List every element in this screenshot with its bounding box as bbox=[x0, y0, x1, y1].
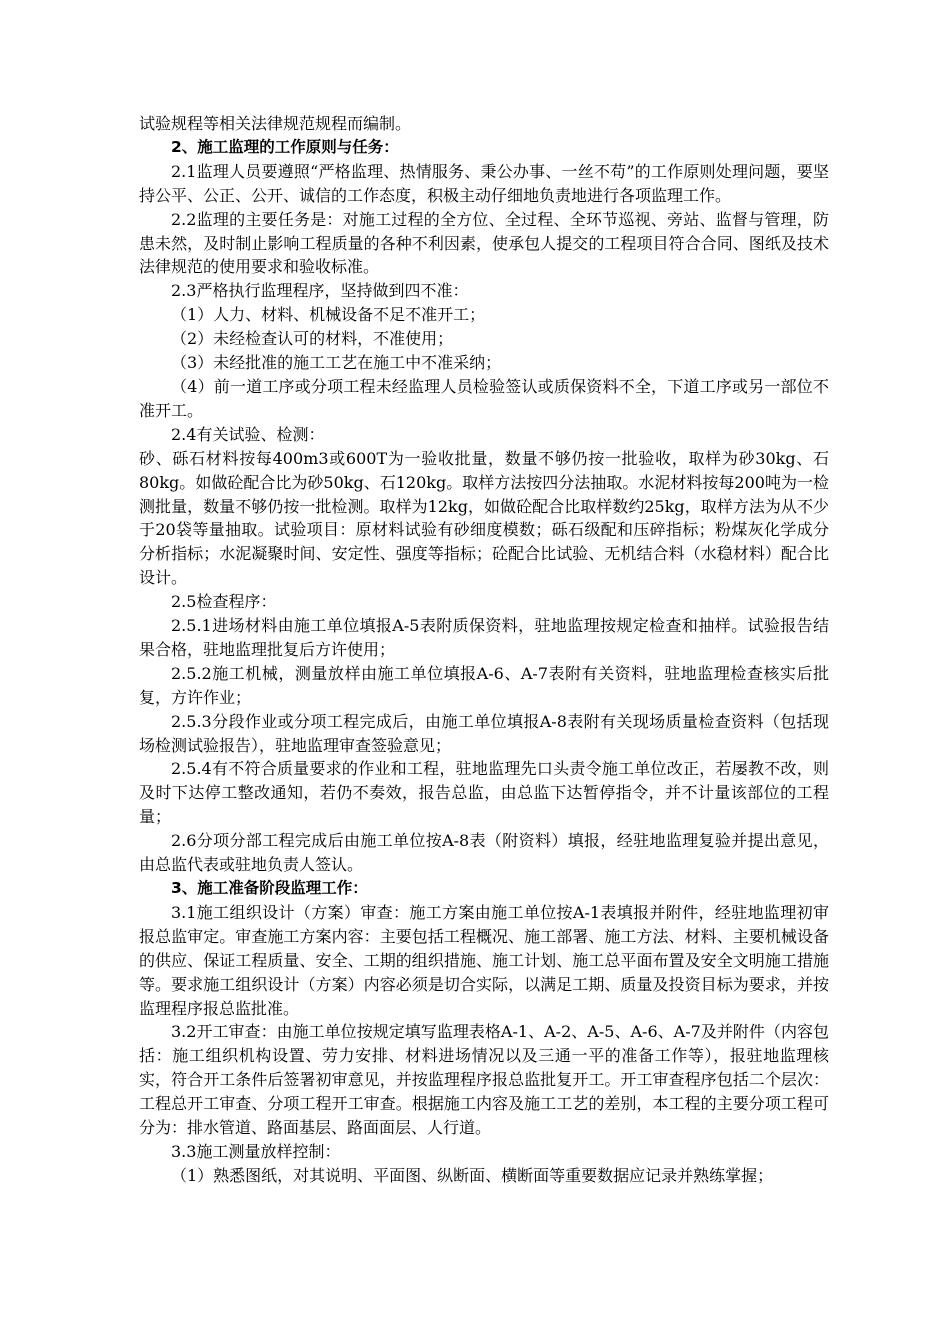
paragraph-2-5: 2.5检查程序： bbox=[171, 592, 277, 612]
paragraph-testing-details: 砂、砾石材料按每400m3或600T为一验收批量，数量不够仍按一批验收，取样为砂30kg、石80kg。如做砼配合比为砂50kg、石120kg。取样方法按四分法抽取。水泥材料按每200吨为一检测批量，数量不够仍按一批检测。取样为12kg，如做砼配合比取样数约25kg，取样方法为从不少于20袋等量抽取。试验项目：原材料试验有砂细度模数；砾石级配和压碎指标；粉煤灰化学成分分析指标；水泥凝聚时间、安定性、强度等指标；砼配合比试验、无机结合料（水稳材料）配合比设计。 bbox=[139, 448, 829, 588]
paragraph-2-6: 2.6分项分部工程完成后由施工单位按A-8表（附资料）填报，经驻地监理复验并提出意见，由总监代表或驻地负责人签认。 bbox=[139, 831, 829, 875]
list-item-2: （2）未经检查认可的材料，不准使用； bbox=[171, 329, 454, 349]
paragraph-3-2: 3.2开工审查：由施工单位按规定填写监理表格A-1、A-2、A-5、A-6、A-7及并附件（内容包括：施工组织机构设置、劳力安排、材料进场情况以及三通一平的准备工作等），报驻地监理核实，符合开工条件后签署初审意见，并按监理程序报总监批复开工。开工审查程序包括二个层次：工程总开工审查、分项工程开工审查。根据施工内容及施工工艺的差别，本工程的主要分项工程可分为：排水管道、路面基层、路面面层、人行道。 bbox=[139, 1022, 829, 1138]
list-item-3-3-1: （1）熟悉图纸，对其说明、平面图、纵断面、横断面等重要数据应记录并熟练掌握； bbox=[171, 1165, 774, 1185]
paragraph-3-3: 3.3施工测量放样控制： bbox=[171, 1141, 341, 1161]
list-item-3: （3）未经批准的施工工艺在施工中不准采纳； bbox=[171, 353, 502, 373]
paragraph-2-4: 2.4有关试验、检测： bbox=[171, 424, 325, 444]
paragraph-2-5-3: 2.5.3分段作业或分项工程完成后，由施工单位填报A-8表附有关现场质量检查资料（包括现场检测试验报告），驻地监理审查签验意见； bbox=[139, 711, 829, 755]
paragraph-2-1: 2.1监理人员要遵照“严格监理、热情服务、秉公办事、一丝不苟”的工作原则处理问题，要坚持公平、公正、公开、诚信的工作态度，积极主动仔细地负责地进行各项监理工作。 bbox=[139, 161, 829, 205]
list-item-1: （1）人力、材料、机械设备不足不准开工； bbox=[171, 305, 486, 325]
paragraph-3-1: 3.1施工组织设计（方案）审查：施工方案由施工单位按A-1表填报并附件，经驻地监理初审报总监审定。审查施工方案内容：主要包括工程概况、施工部署、施工方法、材料、主要机械设备的供应、保证工程质量、安全、工期的组织措施、施工计划、施工总平面布置及安全文明施工措施等。要求施工组织设计（方案）内容必须是切合实际，以满足工期、质量及投资目标为要求，并按监理程序报总监批准。 bbox=[139, 902, 829, 1018]
section-heading-2: 2、施工监理的工作原则与任务： bbox=[171, 137, 399, 156]
paragraph-2-5-4: 2.5.4有不符合质量要求的作业和工程，驻地监理先口头责令施工单位改正，若屡教不改，则及时下达停工整改通知，若仍不奏效，报告总监，由总监下达暂停指令，并不计量该部位的工程量； bbox=[139, 759, 829, 827]
list-item-4: （4）前一道工序或分项工程未经监理人员检验签认或质保资料不全，下道工序或另一部位不准开工。 bbox=[139, 376, 829, 420]
paragraph-2-5-1: 2.5.1进场材料由施工单位填报A-5表附质保资料，驻地监理按规定检查和抽样。试验报告结果合格，驻地监理批复后方许使用； bbox=[139, 616, 829, 659]
section-heading-3: 3、施工准备阶段监理工作： bbox=[171, 879, 368, 897]
paragraph-2-5-2: 2.5.2施工机械，测量放样由施工单位填报A-6、A-7表附有关资料，驻地监理检查核实后批复，方许作业； bbox=[139, 663, 829, 707]
paragraph-2-2: 2.2监理的主要任务是：对施工过程的全方位、全过程、全环节巡视、旁站、监督与管理，防患未然，及时制止影响工程质量的各种不利因素，使承包人提交的工程项目符合合同、图纸及技术法律规范的使用要求和验收标准。 bbox=[139, 209, 829, 277]
document-page bbox=[139, 112, 829, 1188]
paragraph-continuation: 试验规程等相关法律规范规程而编制。 bbox=[139, 114, 412, 133]
paragraph-2-3: 2.3严格执行监理程序，坚持做到四不准： bbox=[171, 281, 469, 301]
